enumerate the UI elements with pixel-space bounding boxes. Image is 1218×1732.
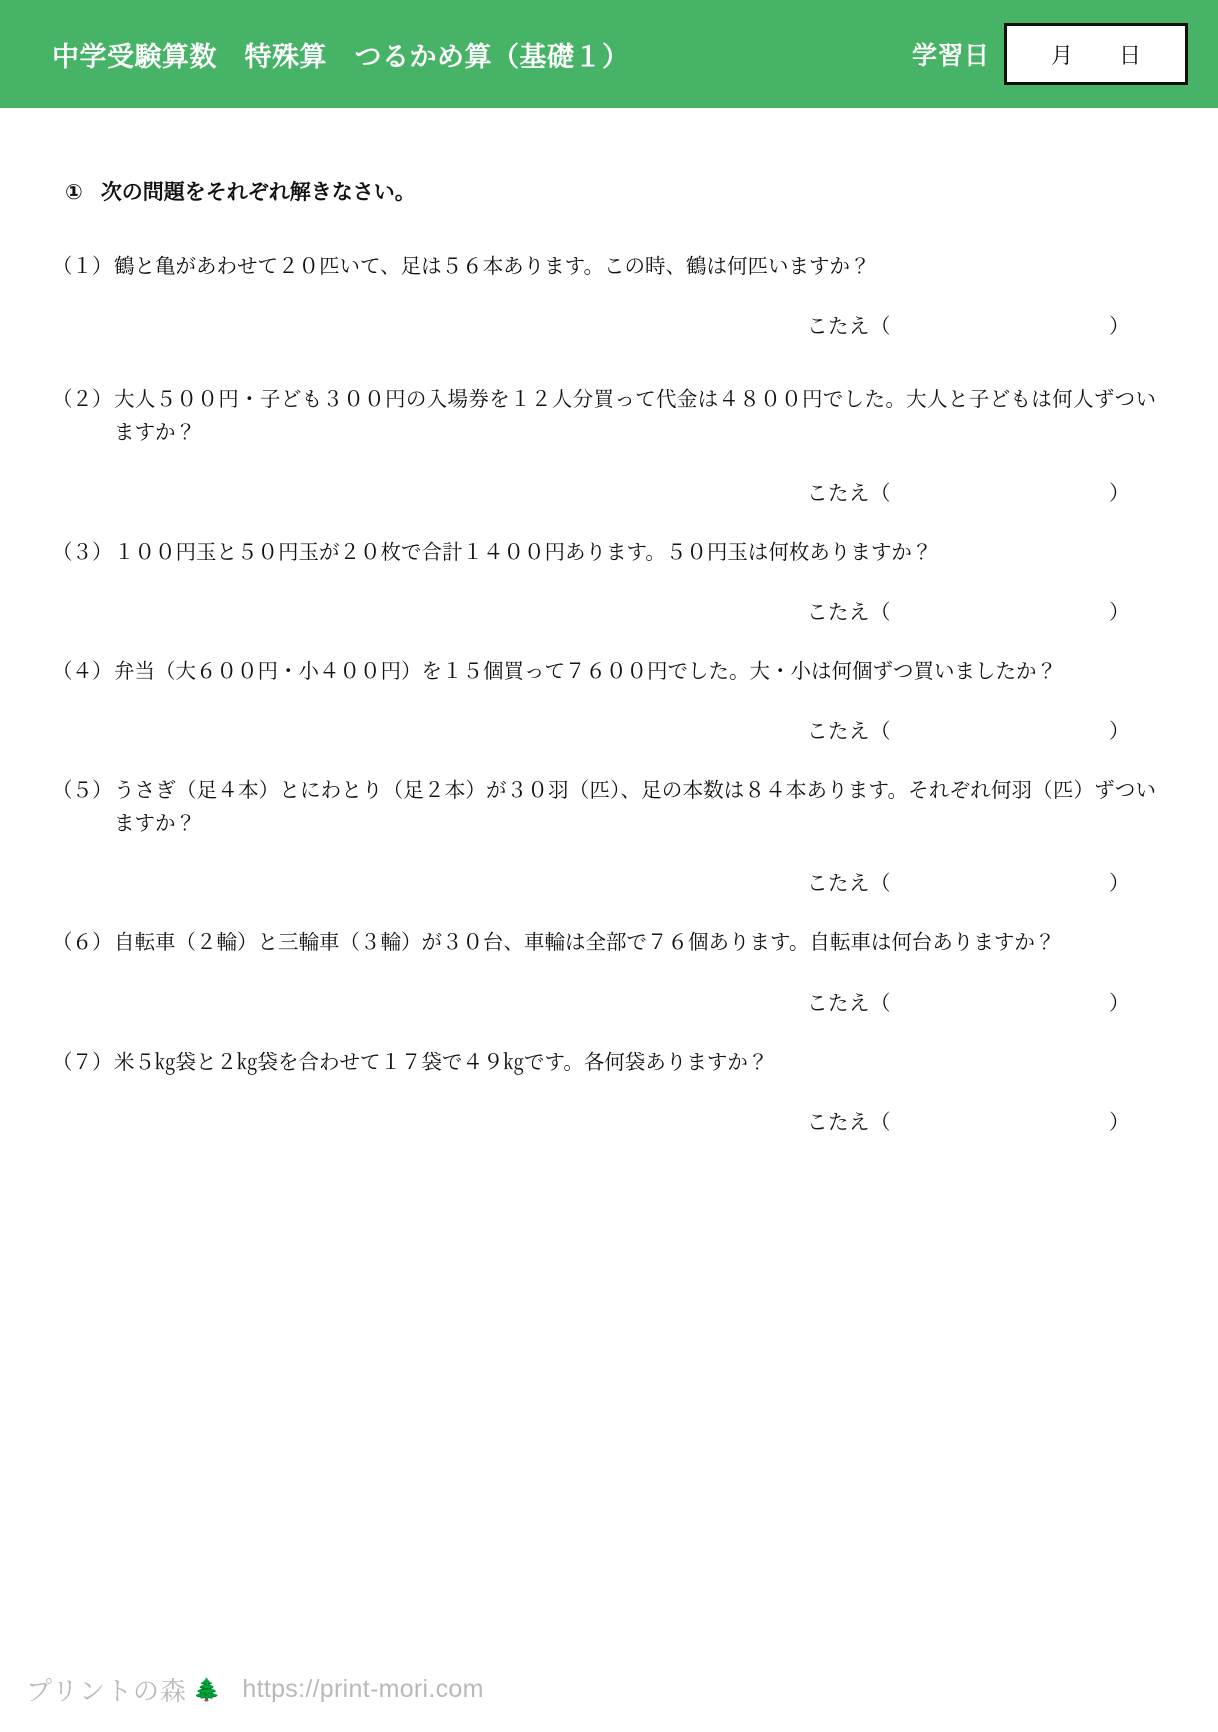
question-label: （１） bbox=[52, 255, 112, 278]
question-text: うさぎ（足４本）とにわとり（足２本）が３０羽（匹）、足の本数は８４本あります。それぞれ何羽（匹）ずついますか？ bbox=[114, 779, 1156, 836]
question-label: （４） bbox=[52, 659, 112, 683]
answer-field[interactable] bbox=[807, 986, 1166, 1016]
answer-prefix: こたえ（ bbox=[807, 720, 891, 744]
question-line bbox=[52, 926, 1166, 959]
answer-suffix: ） bbox=[1109, 720, 1130, 744]
answer-suffix: ） bbox=[1109, 872, 1130, 896]
question-label: （７） bbox=[52, 1050, 112, 1074]
section-number: ① bbox=[65, 181, 83, 204]
question-item bbox=[52, 774, 1166, 896]
answer-prefix: こたえ（ bbox=[807, 1110, 891, 1134]
answer-field[interactable] bbox=[807, 866, 1166, 896]
answer-row bbox=[52, 1105, 1166, 1135]
question-text: 米５㎏袋と２㎏袋を合わせて１７袋で４９㎏です。各何袋ありますか？ bbox=[114, 1050, 769, 1074]
question-text: １００円玉と５０円玉が２０枚で合計１４００円あります。５０円玉は何枚ありますか？ bbox=[114, 540, 933, 564]
question-item bbox=[52, 926, 1166, 1015]
worksheet-body bbox=[0, 176, 1218, 1135]
answer-row bbox=[52, 476, 1166, 506]
answer-suffix: ） bbox=[1109, 1110, 1130, 1134]
question-item bbox=[52, 1046, 1166, 1135]
question-text: 弁当（大６００円・小４００円）を１５個買って７６００円でした。大・小は何個ずつ買いましたか？ bbox=[114, 659, 1057, 683]
section-heading bbox=[65, 176, 1166, 206]
question-line bbox=[52, 774, 1166, 840]
site-url[interactable]: https://print-mori.com bbox=[242, 1675, 484, 1703]
question-text: 大人５００円・子ども３００円の入場券を１２人分買って代金は４８００円でした。大人と子どもは何人ずついますか？ bbox=[114, 388, 1156, 445]
question-label: （３） bbox=[52, 540, 112, 564]
question-line bbox=[52, 250, 1166, 283]
site-brand-name: プリントの森 bbox=[26, 1676, 187, 1706]
page-footer bbox=[0, 1671, 1218, 1708]
question-label: （６） bbox=[52, 931, 112, 955]
answer-row bbox=[52, 866, 1166, 896]
answer-row bbox=[52, 595, 1166, 625]
study-date-label: 学習日 bbox=[911, 42, 990, 70]
answer-row bbox=[52, 309, 1166, 339]
answer-field[interactable] bbox=[807, 476, 1166, 506]
answer-row bbox=[52, 986, 1166, 1016]
answer-suffix: ） bbox=[1109, 991, 1130, 1015]
question-line bbox=[52, 1046, 1166, 1079]
section-instruction: 次の問題をそれぞれ解きなさい。 bbox=[100, 181, 416, 204]
date-month-label: 月 bbox=[1050, 42, 1073, 68]
answer-field[interactable] bbox=[807, 595, 1166, 625]
answer-prefix: こたえ（ bbox=[807, 600, 891, 624]
question-label: （５） bbox=[52, 779, 112, 803]
date-day-label: 日 bbox=[1119, 42, 1142, 68]
question-label: （２） bbox=[52, 388, 112, 412]
tree-icon: 🌲 bbox=[192, 1676, 221, 1702]
question-item bbox=[52, 250, 1166, 339]
question-text: 自転車（２輪）と三輪車（３輪）が３０台、車輪は全部で７６個あります。自転車は何台ありますか？ bbox=[114, 931, 1056, 955]
page-header bbox=[0, 0, 1218, 108]
answer-field[interactable] bbox=[807, 309, 1166, 339]
question-item bbox=[52, 655, 1166, 744]
answer-suffix: ） bbox=[1109, 600, 1130, 624]
answer-prefix: こたえ（ bbox=[807, 315, 891, 339]
answer-field[interactable] bbox=[807, 1105, 1166, 1135]
question-line bbox=[52, 655, 1166, 688]
answer-suffix: ） bbox=[1109, 315, 1130, 339]
question-line bbox=[52, 383, 1166, 449]
answer-row bbox=[52, 714, 1166, 744]
question-line bbox=[52, 536, 1166, 569]
answer-prefix: こたえ（ bbox=[807, 481, 891, 505]
answer-prefix: こたえ（ bbox=[807, 991, 891, 1015]
page-title: 中学受験算数 特殊算 つるかめ算（基礎１） bbox=[52, 41, 630, 72]
answer-prefix: こたえ（ bbox=[807, 872, 891, 896]
answer-suffix: ） bbox=[1109, 481, 1130, 505]
question-item bbox=[52, 536, 1166, 625]
question-item bbox=[52, 383, 1166, 505]
answer-field[interactable] bbox=[807, 714, 1166, 744]
study-date-group bbox=[912, 23, 1188, 85]
question-text: 鶴と亀があわせて２０匹いて、足は５６本あります。この時、鶴は何匹いますか？ bbox=[114, 255, 871, 278]
study-date-input-box[interactable] bbox=[1004, 23, 1188, 85]
